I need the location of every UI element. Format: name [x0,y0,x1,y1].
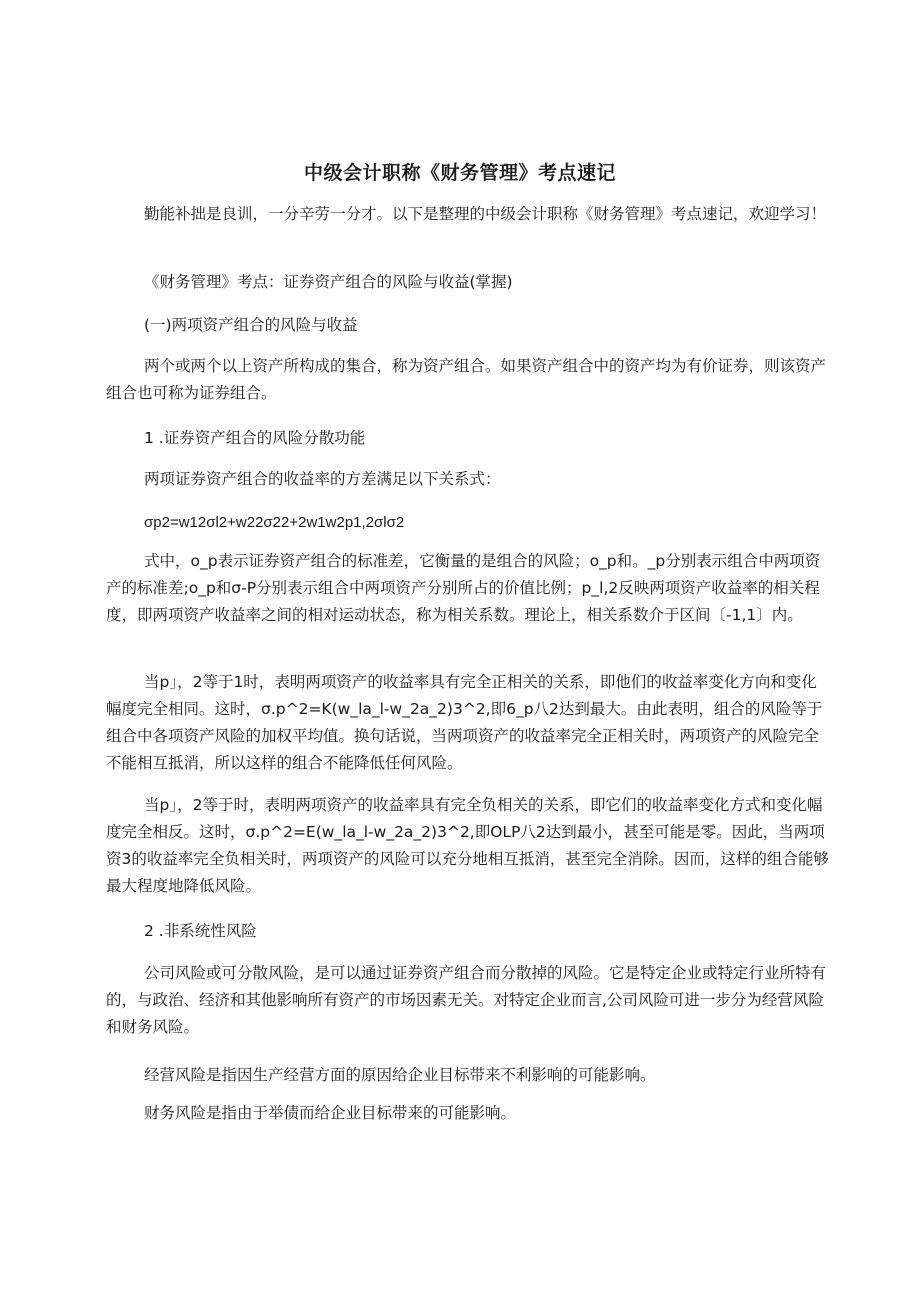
paragraph-variance-intro: 两项证券资产组合的收益率的方差满足以下关系式： [144,470,501,488]
paragraph-intro: 勤能补拙是良训，一分辛劳一分才。以下是整理的中级会计职称《财务管理》考点速记，欢迎学习！ [144,205,827,223]
paragraph-definition: 两个或两个以上资产所构成的集合，称为资产组合。如果资产组合中的资产均为有价证券，则该资产组合也可称为证券组合。 [106,357,827,402]
paragraph-positive-correlation: 当p」，2等于1时，表明两项资产的收益率具有完全正相关的关系，即他们的收益率变化方向和变化幅度完全相同。这时，σ.p^2=K(w_la_l-w_2a_2)3^2,即6_p八2达到最大。由此表明，组合的风险等于组合中各项资产风险的加权平均值。换句话说，当两项资产的收益率完全正相关时，两项资产的风险完全不能相互抵消，所以这样的组合不能降低任何风险。 [106,673,823,772]
section-heading-1: (一)两项资产组合的风险与收益 [144,316,358,334]
document-title: 中级会计职称《财务管理》考点速记 [303,162,616,184]
subheading-2: 2 .非系统性风险 [144,922,257,940]
paragraph-operating-risk: 经营风险是指因生产经营方面的原因给企业目标带来不利影响的可能影响。 [144,1066,656,1084]
paragraph-topic: 《财务管理》考点：证券资产组合的风险与收益(掌握) [144,273,513,291]
formula-variance: σp2=w12σl2+w22σ22+2w1w2p1,2σlσ2 [144,514,405,531]
subheading-1: 1 .证券资产组合的风险分散功能 [144,429,366,447]
paragraph-company-risk: 公司风险或可分散风险，是可以通过证券资产组合而分散掉的风险。它是特定企业或特定行业所特有的，与政治、经济和其他影响所有资产的市场因素无关。对特定企业而言,公司风险可进一步分为经营风险和财务风险。 [106,964,827,1036]
paragraph-financial-risk: 财务风险是指由于举债而给企业目标带来的可能影响。 [144,1104,517,1122]
paragraph-symbols: 式中，o_p表示证券资产组合的标准差，它衡量的是组合的风险；o_p和。_p分别表示组合中两项资产的标准差;o_p和σ-P分别表示组合中两项资产分别所占的价值比例；p_l,2反映两项资产收益率的相关程度，即两项资产收益率之间的相对运动状态，称为相关系数。理论上，相关系数介于区间〔-1,1〕内。 [106,552,821,624]
paragraph-negative-correlation: 当p」，2等于时，表明两项资产的收益率具有完全负相关的关系，即它们的收益率变化方式和变化幅度完全相反。这时，σ.p^2=E(w_la_l-w_2a_2)3^2,即OLP八2达到最小，甚至可能是零。因此，当两项资3的收益率完全负相关时，两项资产的风险可以充分地相互抵消，甚至完全消除。因而，这样的组合能够最大程度地降低风险。 [106,796,829,895]
